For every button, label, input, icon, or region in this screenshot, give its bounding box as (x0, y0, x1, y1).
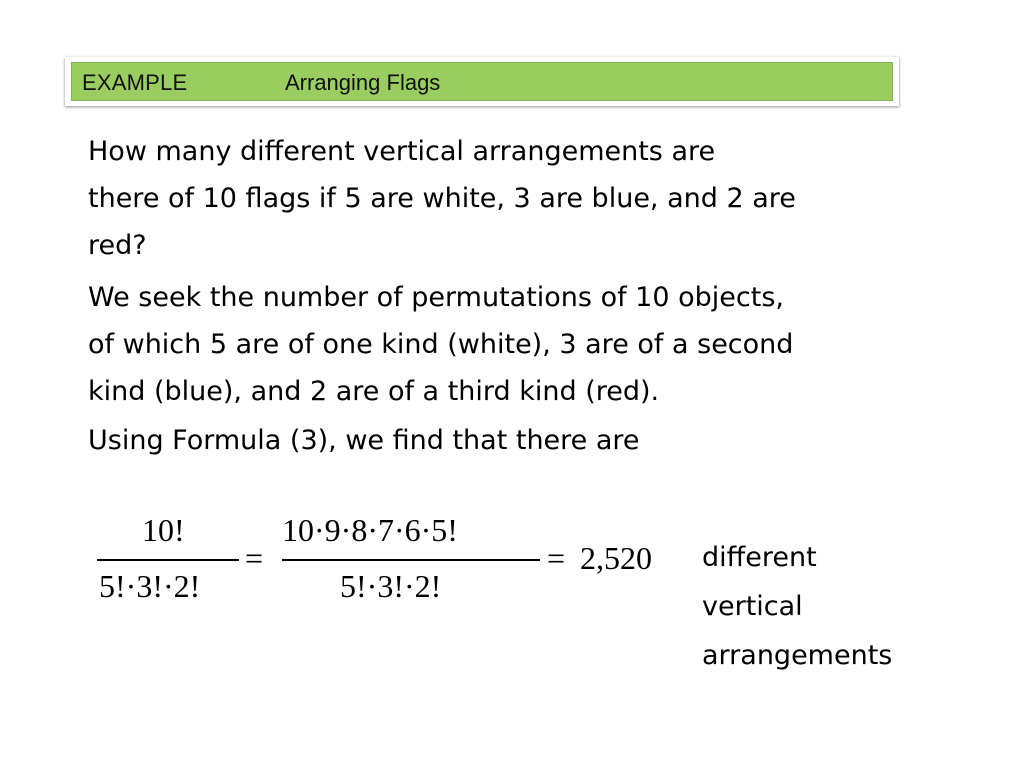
equals-sign-2: = (547, 540, 566, 576)
result-caption-line: arrangements (702, 640, 893, 671)
question-line: there of 10 flags if 5 are white, 3 are blue, and 2 are (88, 183, 796, 214)
explanation-line: We seek the number of permutations of 10 objects, (88, 282, 784, 313)
example-label: EXAMPLE (82, 70, 188, 95)
result-caption-line: different (702, 542, 817, 573)
fraction-2-numerator: 10·9·8·7·6·5! (282, 512, 458, 548)
fraction-1-numerator: 10! (142, 512, 185, 548)
equals-sign-1: = (245, 540, 264, 576)
fraction-2-bar (282, 559, 540, 561)
fraction-2-denominator: 5!·3!·2! (340, 568, 442, 604)
formula-intro (88, 417, 948, 464)
fraction-1-denominator: 5!·3!·2! (99, 568, 201, 604)
question-paragraph (88, 128, 948, 269)
formula-intro-line: Using Formula (3), we find that there are (88, 425, 640, 456)
question-line: How many different vertical arrangements are (88, 136, 716, 167)
result-caption (702, 533, 892, 680)
fraction-1-bar (97, 559, 239, 561)
question-line: red? (88, 230, 147, 261)
explanation-paragraph (88, 274, 948, 415)
example-header-fill (71, 62, 893, 101)
example-title: Arranging Flags (285, 70, 441, 95)
explanation-line: of which 5 are of one kind (white), 3 are of a second (88, 329, 794, 360)
explanation-line: kind (blue), and 2 are of a third kind (red). (88, 376, 660, 407)
equation-result: 2,520 (580, 540, 652, 576)
example-header-box (65, 57, 899, 106)
result-caption-line: vertical (702, 591, 803, 622)
